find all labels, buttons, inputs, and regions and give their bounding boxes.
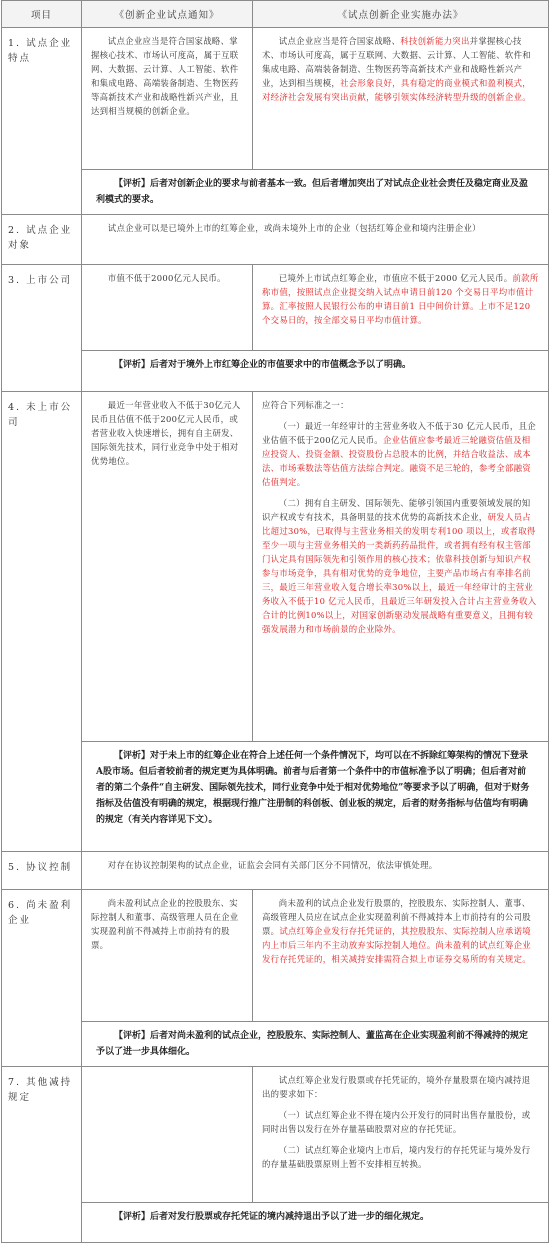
review-label: 【评析】: [114, 1212, 151, 1222]
review-cell: [82, 351, 549, 392]
review-row: [2, 742, 549, 852]
table-header-row: [2, 1, 549, 28]
notice-text: 尚未盈利试点企业的控股股东、实际控制人和董事、高级管理人员在企业实现盈利前不得减持上市前持有的股票。: [91, 898, 239, 950]
review-cell: [82, 742, 549, 852]
review-cell: [82, 1022, 549, 1067]
notice-cell: [82, 890, 253, 1022]
measures-cell: [253, 392, 549, 742]
table-row: [2, 392, 549, 742]
notice-cell: [82, 265, 253, 351]
review-text: 后者对尚未盈利的试点企业，控股股东、实际控制人、董监高在企业实现盈利前不得减持的规定予以了进一步具体细化。: [96, 1031, 529, 1057]
review-text: 后者对创新企业的要求与前者基本一致。但后者增加突出了对试点企业社会责任及稳定商业及盈利模式的要求。: [96, 179, 529, 205]
header-item: 项目: [2, 1, 82, 28]
measures-clause-2: （二）试点红筹企业境内上市后，境内发行的存托凭证与境外发行的存量基础股票原则上暂不安排相互转换。: [262, 1145, 531, 1169]
content-text: 对存在协议控制架构的试点企业，证监会会同有关部门区分不同情况，依法审慎处理。: [107, 860, 438, 870]
header-measures: 《试点创新企业实施办法》: [253, 1, 549, 28]
table-row: [2, 890, 549, 1022]
row-item-label: 6. 尚未盈利企业: [2, 890, 82, 1067]
table-row: [2, 28, 549, 170]
review-row: [2, 170, 549, 215]
measures-clause-2: （二）拥有自主研发、国际领先、能够引领国内重要领域发展的知识产权或专有技术，具备明显的技术优势的高新技术企业，研发人员占比超过30%，已取得与主营业务相关的发明专利100 项以上，或者取得至少一项与主营业务相关的一类新药药品批件，或者拥有经有权主管部门认定具有国际领先和引领作用的核心技术；依靠科技创新与知识产权参与市场竞争，具有相对优势的竞争地位，主要产品市场占有率排名前三，最近三年营业收入复合增长率30%以上，最近一年经审计的主营业务收入不低于10 亿元人民币，且最近三年研发投入合计占主营业务收入合计的比例10%以上，对国家创新驱动发展战略有重要意义，且拥有较强发展潜力和市场前景的企业除外。: [262, 498, 537, 634]
table-row: [2, 265, 549, 351]
measures-intro: 应符合下列标准之一：: [262, 400, 349, 410]
review-row: [2, 351, 549, 392]
review-text: 对于未上市的红筹企业在符合上述任何一个条件情况下，均可以在不拆除红筹架构的情况下登录A股市场。但后者较前者的规定更为具体明确。前者与后者第一个条件中的市值标准予以了明确；但后者对前者的第二个条件“自主研发、国际领先技术，同行业竞争中处于相对优势地位”等要求予以了明确，但对于财务指标及估值没有明确的规定，根据现行推广注册制的科创板、创业板的规定，后者的财务指标与估值均有明确的规定（有关内容详见下文）。: [96, 751, 530, 825]
review-row: [2, 1022, 549, 1067]
review-cell: [82, 1203, 549, 1243]
review-cell: [82, 170, 549, 215]
measures-clause-1: （一）最近一年经审计的主营业务收入不低于30 亿元人民币，且企业估值不低于200亿元人民币。企业估值应参考最近三轮融资估值及相应投资人、投资金额、投资股份占总股本的比例，并结合收益法、成本法、市场乘数法等估值方法综合判定。融资不足三轮的，参考全部融资估值判定。: [262, 421, 536, 487]
table-row: [2, 215, 549, 265]
header-notice: 《创新企业试点通知》: [82, 1, 253, 28]
review-row: [2, 1203, 549, 1243]
row-item-label: 4. 未上市公司: [2, 392, 82, 852]
row-item-label: 2. 试点企业对象: [2, 215, 82, 265]
merged-content-cell: [82, 852, 549, 890]
row-item-label: 7. 其他减持规定: [2, 1067, 82, 1243]
measures-text: 已境外上市试点红筹企业，市值应不低于2000 亿元人民币。前款所称市值，按照试点企业提交纳入试点申请日前120 个交易日平均市值计算。汇率按照人民银行公布的申请日前1 日中间价计算。上市不足120 个交易日的，按全部交易日平均市值计算。: [262, 273, 539, 325]
comparison-document: [1, 0, 548, 1243]
notice-text: 市值不低于2000亿元人民币。: [107, 273, 226, 283]
notice-cell: [82, 392, 253, 742]
review-label: 【评析】: [114, 360, 151, 370]
content-text: 试点企业可以是已境外上市的红筹企业，或尚未境外上市的企业（包括红筹企业和境内注册企业）: [107, 223, 481, 233]
row-item-label: 3. 上市公司: [2, 265, 82, 392]
notice-cell-empty: [82, 1067, 253, 1203]
table-row: [2, 852, 549, 890]
measures-text: 试点企业应当是符合国家战略、科技创新能力突出并掌握核心技术、市场认可度高，属于互联网、大数据、云计算、人工智能、软件和集成电路、高端装备制造、生物医药等高新技术产业和战略性新兴产业，达到相当规模，社会形象良好，具有稳定的商业模式和盈利模式，对经济社会发展有突出贡献，能够引领实体经济转型升级的创新企业。: [262, 36, 531, 102]
row-item-label: 5. 协议控制: [2, 852, 82, 890]
notice-text: 最近一年营业收入不低于30亿元人民币且估值不低于200亿元人民币，或者营业收入快速增长，拥有自主研发、国际领先技术，同行业竞争中处于相对优势地位。: [91, 400, 241, 466]
review-text: 后者对发行股票或存托凭证的境内减持退出予以了进一步的细化规定。: [150, 1212, 430, 1222]
row-item-label: 1. 试点企业特点: [2, 28, 82, 215]
measures-cell: [253, 28, 549, 170]
review-label: 【评析】: [114, 751, 151, 761]
measures-cell: [253, 1067, 549, 1203]
review-label: 【评析】: [114, 179, 151, 189]
notice-cell: [82, 28, 253, 170]
measures-intro: 试点红筹企业发行股票或存托凭证的，境外存量股票在境内减持退出的要求如下：: [262, 1075, 531, 1099]
measures-cell: [253, 265, 549, 351]
review-label: 【评析】: [114, 1031, 151, 1041]
table-row: [2, 1067, 549, 1203]
measures-clause-1: （一）试点红筹企业不得在境内公开发行的同时出售存量股份，或同时出售以发行在外存量基础股票对应的存托凭证。: [262, 1110, 531, 1134]
comparison-table: [1, 0, 549, 1243]
review-text: 后者对于境外上市红筹企业的市值要求中的市值概念予以了明确。: [150, 360, 412, 370]
measures-cell: [253, 890, 549, 1022]
measures-text: 尚未盈利的试点企业发行股票的，控股股东、实际控制人、董事、高级管理人员应在试点企业实现盈利前不得减持本上市前持有的公司股票。试点红筹企业发行存托凭证的，其控股股东、实际控制人应承诺境内上市后三年内不主动放弃实际控制人地位。尚未盈利的试点红筹企业发行存托凭证的，相关减持安排需符合拟上市证券交易所的有关规定。: [262, 898, 531, 964]
notice-text: 试点企业应当是符合国家战略、掌握核心技术、市场认可度高，属于互联网、大数据、云计算、人工智能、软件和集成电路、高端装备制造、生物医药等高新技术产业和战略性新兴产业，且达到相当规模的创新企业。: [91, 36, 239, 116]
merged-content-cell: [82, 215, 549, 265]
